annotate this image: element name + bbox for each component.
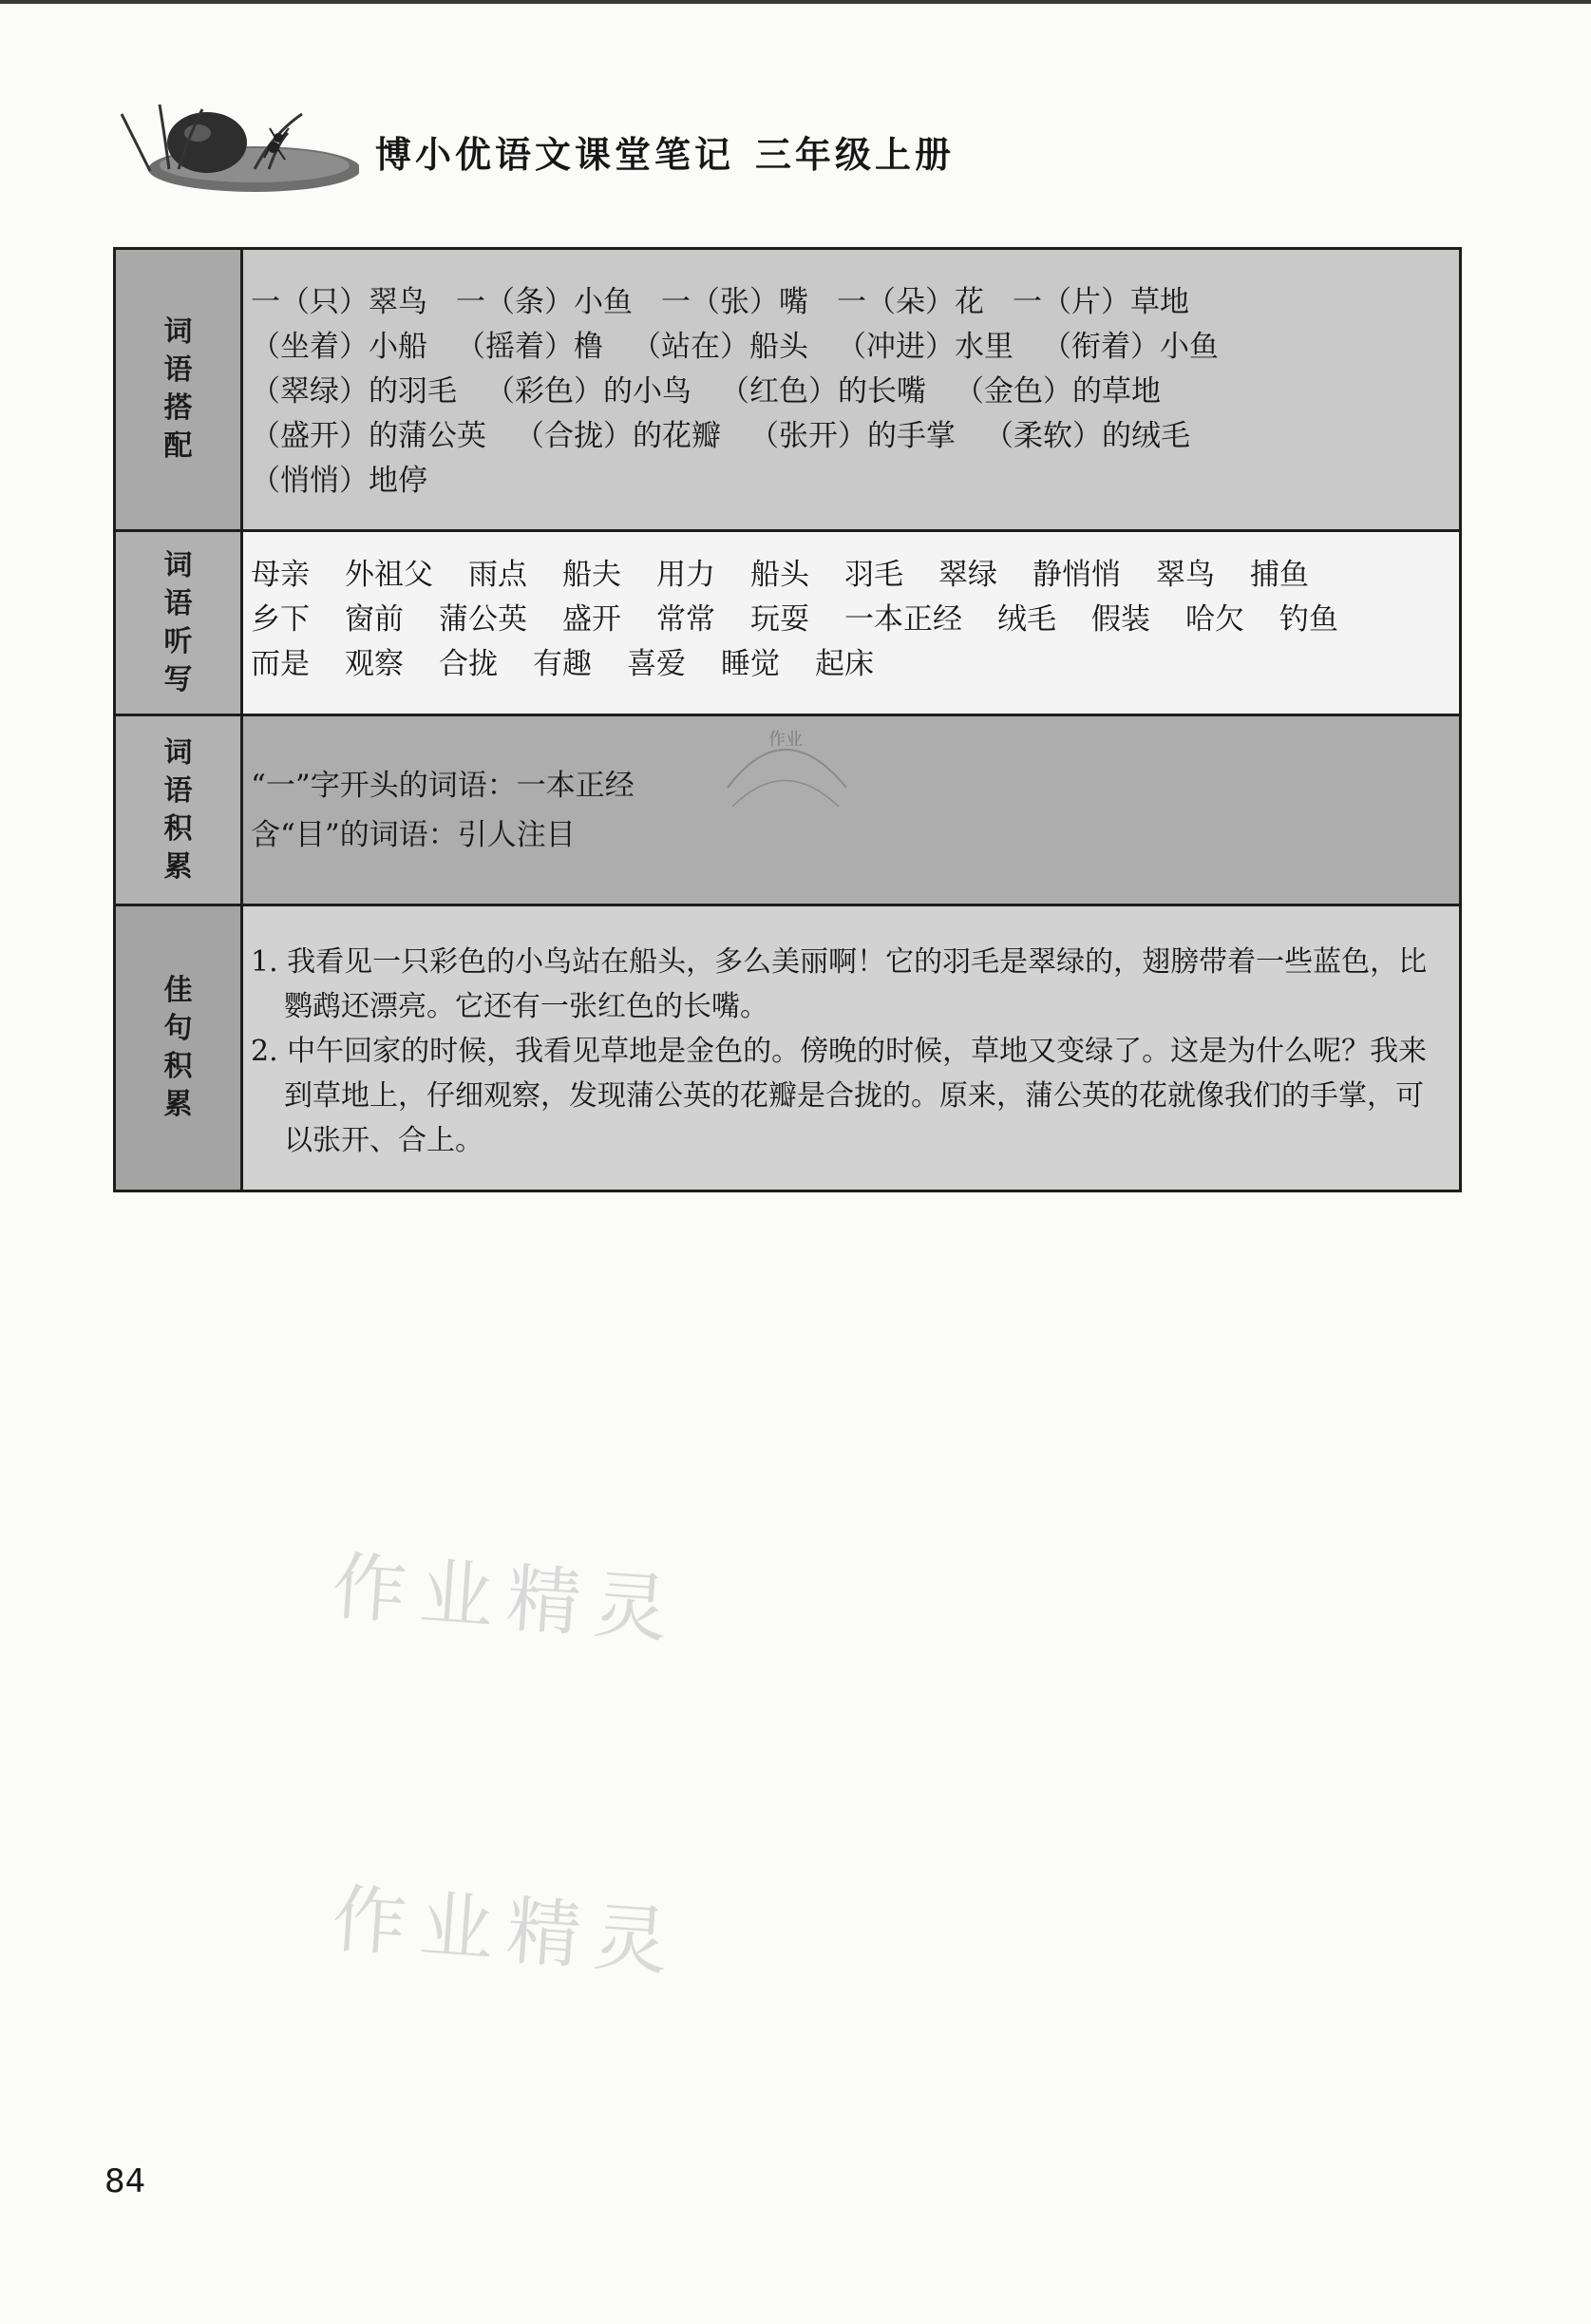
header-illustration: [112, 95, 359, 200]
good-sentence: 2. 中午回家的时候，我看见草地是金色的。傍晚的时候，草地又变绿了。这是为什么呢？我来到草地上，仔细观察，发现蒲公英的花瓣是合拢的。原来，蒲公英的花就像我们的手掌，可以张开、合上。: [251, 1035, 1428, 1157]
section-word-dictation: [116, 532, 1459, 716]
section-content: [243, 532, 1459, 714]
section-word-accumulation: [116, 716, 1459, 906]
collocation-line: （坐着）小船 （摇着）橹 （站在）船头 （冲进）水里 （衔着）小鱼: [251, 330, 1219, 364]
collocation-line: 一（只）翠鸟 一（条）小鱼 一（张）嘴 一（朵）花 一（片）草地: [251, 285, 1189, 319]
section-label: 词语搭配: [116, 250, 243, 529]
section-content: [243, 716, 1459, 904]
notes-table: [113, 247, 1462, 1192]
good-sentence: 1. 我看见一只彩色的小鸟站在船头，多么美丽啊！它的羽毛是翠绿的，翅膀带着一些蓝色，比鹦鹉还漂亮。它还有一张红色的长嘴。: [251, 945, 1428, 1023]
stamp-text: 作业: [768, 730, 803, 750]
accumulation-line: “一”字开头的词语：一本正经: [251, 769, 635, 803]
watermark: 作业精灵: [329, 1876, 685, 1987]
section-content: [243, 250, 1459, 529]
homework-stamp: [713, 716, 856, 821]
section-label: 佳句积累: [116, 906, 243, 1190]
top-border-line: [0, 0, 1591, 4]
book-grade: 三年级上册: [755, 134, 956, 176]
page-number: 84: [104, 2162, 146, 2200]
watermark: 作业精灵: [329, 1544, 685, 1654]
dictation-line: 乡下 窗前 蒲公英 盛开 常常 玩耍 一本正经 绒毛 假装 哈欠 钓鱼: [251, 602, 1338, 637]
section-label: 词语听写: [116, 532, 243, 714]
dictation-line: 而是 观察 合拢 有趣 喜爱 睡觉 起床: [251, 647, 874, 681]
section-word-collocation: [116, 250, 1459, 532]
collocation-line: （盛开）的蒲公英 （合拢）的花瓣 （张开）的手掌 （柔软）的绒毛: [251, 419, 1190, 453]
book-title: 博小优语文课堂笔记: [375, 134, 735, 176]
collocation-line: （悄悄）地停: [251, 464, 427, 498]
dictation-line: 母亲 外祖父 雨点 船夫 用力 船头 羽毛 翠绿 静悄悄 翠鸟 捕鱼: [251, 558, 1309, 592]
section-content: [243, 906, 1459, 1190]
section-label: 词语积累: [116, 716, 243, 904]
collocation-line: （翠绿）的羽毛 （彩色）的小鸟 （红色）的长嘴 （金色）的草地: [251, 374, 1161, 409]
section-good-sentences: [116, 906, 1459, 1190]
accumulation-line: 含“目”的词语：引人注目: [251, 818, 576, 852]
